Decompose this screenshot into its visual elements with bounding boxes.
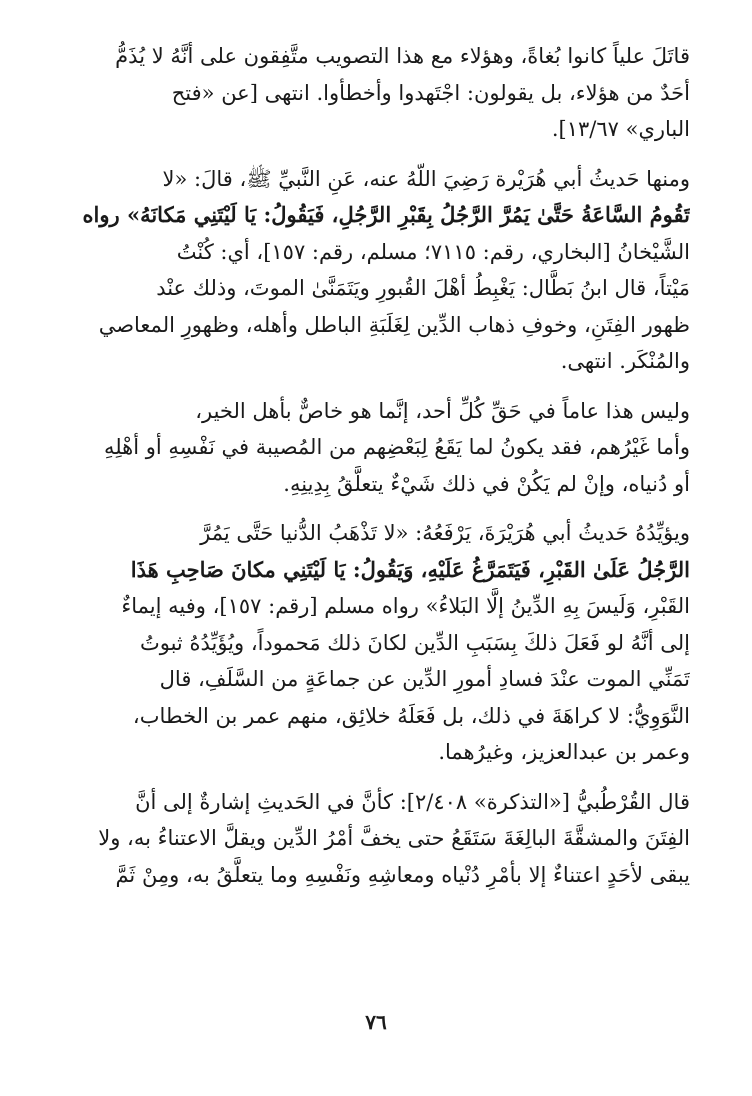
text-line: وعمر بن عبدالعزيز، وغيرُهما.: [438, 740, 690, 764]
text-line: إلى أنَّهُ لو فَعَلَ ذلكَ بِسَبَبِ الدِّين لكانَ ذلك مَحموداً، ويُؤَيِّدُهُ ثبوتُ: [139, 630, 690, 655]
text-line: والمُنْكَر. انتهى.: [560, 349, 690, 373]
text-line: الشَّيْخانُ [البخاري، رقم: ٧١١٥؛ مسلم، رقم: ١٥٧]، أي: كُنْتُ: [176, 239, 690, 264]
text-line: وأما غَيْرُهم، فقد يكونُ لما يَقَعُ لِبَعْضِهم من المُصيبة في نَفْسِهِ أو أهْلِهِ: [103, 435, 690, 459]
text-line: مَيْتاً، قال ابنُ بَطَّال: يَغْبِطُ أهْلَ القُبورِ ويَتَمَنَّىٰ الموتَ، وذلك عنْد: [156, 276, 690, 300]
text-line: النَّوَوِيُّ: لا كراهَةَ في ذلك، بل فَعَلَهُ خلائِق، منهم عمر بن الخطاب،: [132, 703, 690, 728]
paragraph-2: [62, 161, 690, 380]
text-line: ظهور الفِتَنِ، وخوفِ ذهاب الدِّين لِغَلَبَةِ الباطل وأهله، وظهورِ المعاصي: [98, 312, 690, 337]
text-line: أو دُنياه، وإنْ لم يَكُنْ في ذلك شَيْءٌ يتعلَّقُ بِدِينِهِ.: [283, 471, 690, 496]
paragraph-1: [62, 38, 690, 148]
hadith-text-line: تَقُومُ السَّاعَةُ حَتَّىٰ يَمُرَّ الرَّجُلُ بِقَبْرِ الرَّجُلِ، فَيَقُولُ: يَا لَيْتَنِي مَكانَهُ» رواه: [82, 202, 690, 227]
text-line: قاتَلَ علياً كانوا بُغاةً، وهؤلاء مع هذا التصويب متَّفِقون على أنَّهُ لا يُذَمُّ: [115, 44, 690, 68]
paragraph-5: [62, 784, 690, 894]
text-line: ويؤيِّدُهُ حَديثُ أبي هُرَيْرَةَ، يَرْفَعُهُ: «لا تَذْهَبُ الدُّنيا حَتَّى يَمُرَّ: [200, 521, 690, 545]
page-number: ٧٦: [365, 1010, 387, 1034]
text-line: ومنها حَديثُ أبي هُرَيْرة رَضِيَ اللّهُ عنه، عَنِ النَّبيِّ ﷺ، قالَ: «لا: [162, 166, 690, 191]
text-line: الفِتَنَ والمشقَّةَ البالِغَةَ سَتَقَعُ حتى يخفَّ أمْرُ الدِّين ويقلَّ الاعتناءُ به، ولا: [98, 826, 690, 850]
text-line: تَمَنِّي الموت عنْدَ فسادِ أمورِ الدِّين عن جماعَةٍ من السَّلَفِ، قال: [159, 667, 690, 691]
hadith-text-line: الرَّجُلُ عَلَىٰ القَبْرِ، فَيَتَمَرَّغُ عَلَيْهِ، وَيَقُولُ: يَا لَيْتَنِي مكانَ صَاحِبِ هَذَا: [130, 556, 690, 582]
paragraph-4: [62, 515, 690, 771]
text-line: يبقى لأحَدٍ اعتناءٌ إلا بأمْرِ دُنْياه ومعاشِهِ ونَفْسِهِ وما يتعلَّقُ به، ومِنْ ثَمَّ: [115, 862, 690, 887]
paragraph-3: [62, 393, 690, 503]
text-line: أحَدٌ من هؤلاء، بل يقولون: اجْتَهدوا وأخطأوا. انتهى [عن «فتح: [171, 80, 690, 105]
text-line: الباري» ١٣/٦٧].: [551, 117, 690, 141]
text-line: القَبْرِ، وَلَيسَ بِهِ الدِّينُ إلَّا البَلاءُ» رواه مسلم [رقم: ١٥٧]، وفيه إيماءٌ: [121, 594, 690, 618]
text-line: قال القُرْطُبيُّ [«التذكرة» ٢/٤٠٨]: كأنَّ في الحَديثِ إشارةٌ إلى أنَّ: [135, 789, 690, 814]
text-line: وليس هذا عاماً في حَقِّ كُلِّ أحد، إنَّما هو خاصٌّ بأهل الخير،: [195, 398, 690, 423]
